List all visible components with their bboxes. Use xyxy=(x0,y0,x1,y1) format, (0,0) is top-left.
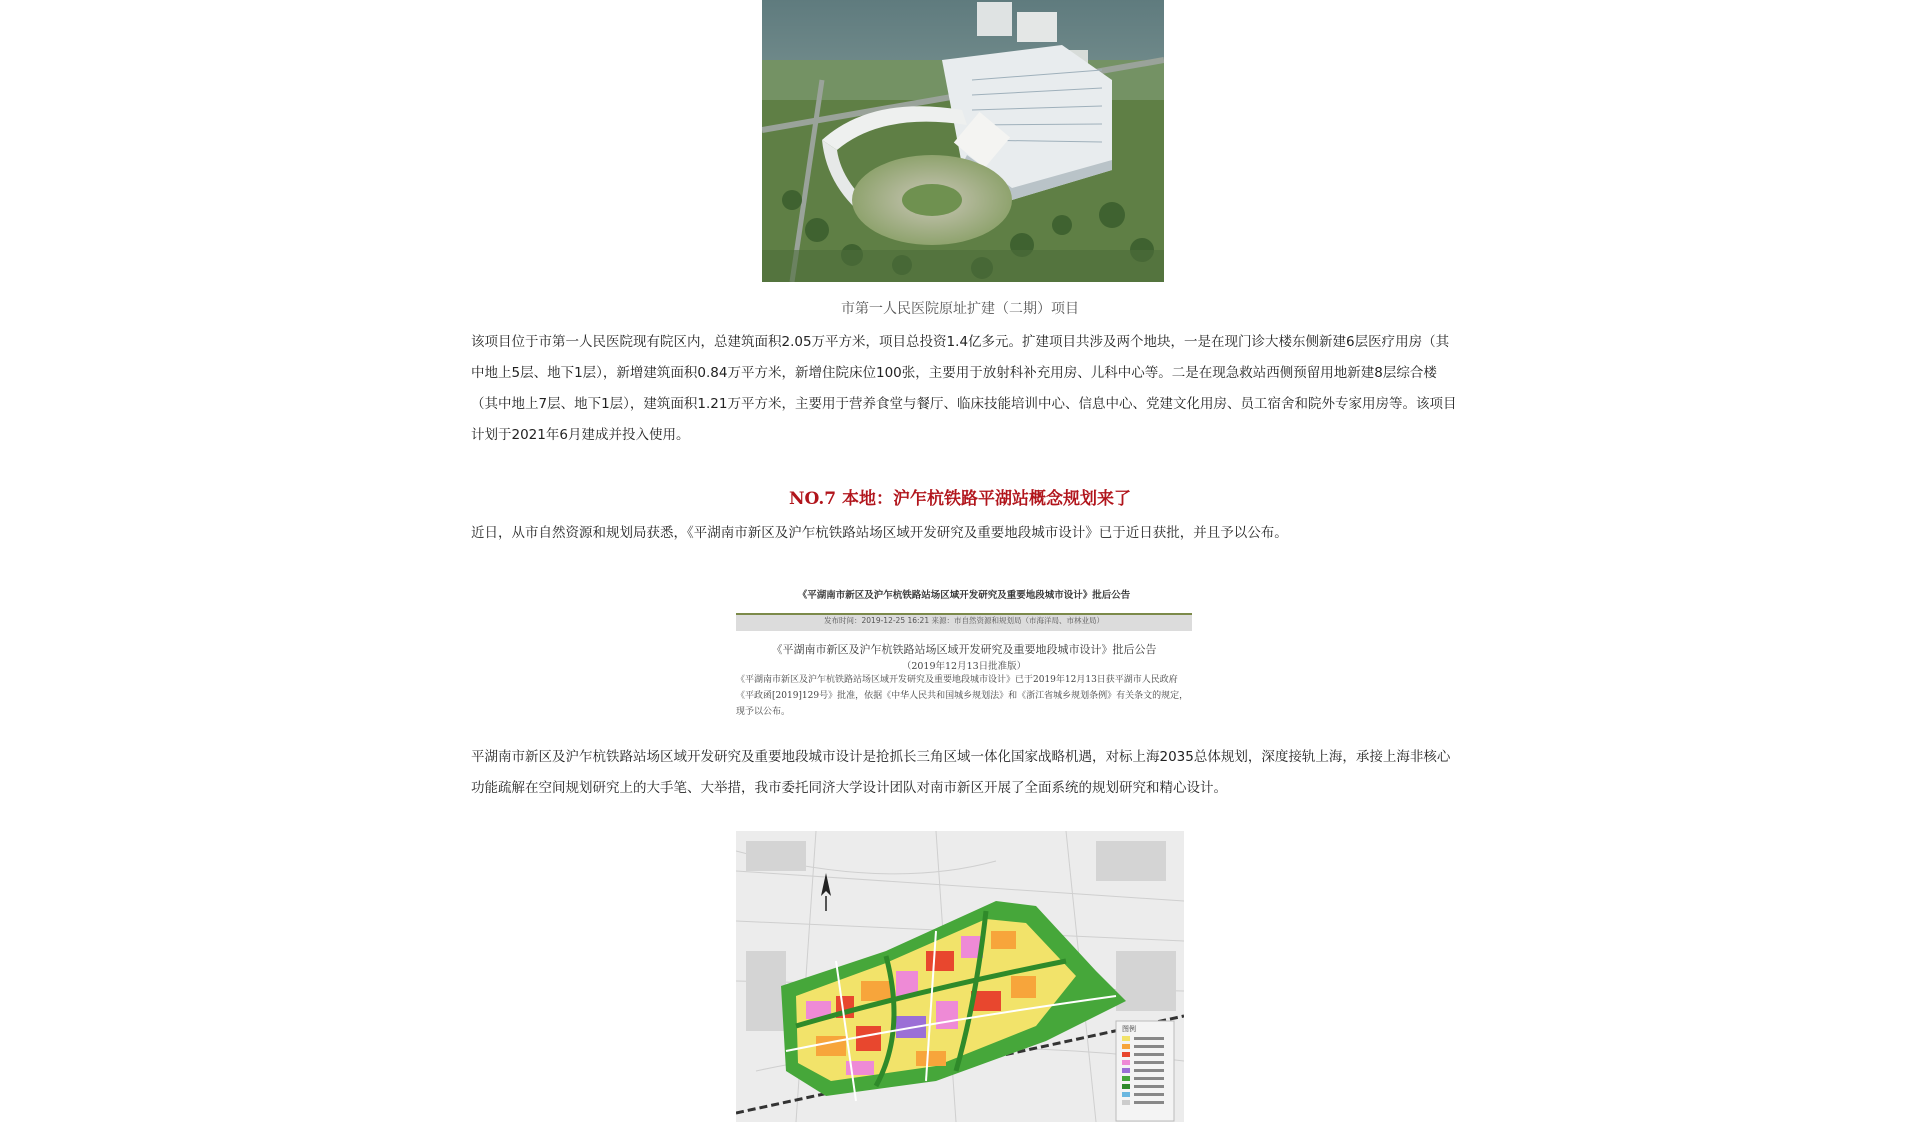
announcement-image xyxy=(736,583,1192,733)
hospital-render-image xyxy=(762,0,1164,282)
announcement-heading: 《平湖南市新区及沪乍杭铁路站场区域开发研究及重要地段城市设计》批后公告 xyxy=(771,643,1157,656)
image-caption: 市第一人民医院原址扩建（二期）项目 xyxy=(841,301,1079,317)
map-legend xyxy=(1116,1021,1174,1121)
hospital-render-drawing xyxy=(762,0,1164,282)
planning-map-drawing xyxy=(736,831,1184,1122)
section-heading-no7: NO.7 本地：沪乍杭铁路平湖站概念规划来了 xyxy=(788,489,1132,509)
paragraph-hospital: 该项目位于市第一人民医院现有院区内，总建筑面积2.05万平方米，项目总投资1.4亿多元。扩建项目共涉及两个地块，一是在现门诊大楼东侧新建6层医疗用房（其中地上5层、地下1层），新增建筑面积0.84万平方米，新增住院床位100张，主要用于放射科补充用房、儿科中心等。二是在现急救站西侧预留用地新建8层综合楼（其中地上7层、地下1层），建筑面积1.21万平方米，主要用于营养食堂与餐厅、临床技能培训中心、信息中心、党建文化用房、员工宿舍和院外专家用房等。该项目计划于2021年6月建成并投入使用。 xyxy=(471,334,1457,443)
paragraph-intro: 近日，从市自然资源和规划局获悉，《平湖南市新区及沪乍杭铁路站场区域开发研究及重要地段城市设计》已于近日获批，并且予以公布。 xyxy=(471,525,1288,541)
planning-map-image xyxy=(736,831,1184,1122)
map-legend-title: 图例 xyxy=(1122,1026,1136,1033)
paragraph-planning: 平湖南市新区及沪乍杭铁路站场区域开发研究及重要地段城市设计是抢抓长三角区域一体化国家战略机遇，对标上海2035总体规划，深度接轨上海，承接上海非核心功能疏解在空间规划研究上的大手笔、大举措，我市委托同济大学设计团队对南市新区开展了全面系统的规划研究和精心设计。 xyxy=(471,749,1451,796)
announcement-title: 《平湖南市新区及沪乍杭铁路站场区域开发研究及重要地段城市设计》批后公告 xyxy=(797,590,1131,601)
announcement-body: 《平湖南市新区及沪乍杭铁路站场区域开发研究及重要地段城市设计》已于2019年12月13日获平湖市人民政府《平政函[2019]129号》批准，依据《中华人民共和国城乡规划法》和《浙江省城乡规划条例》有关条文的规定，现予以公布。 xyxy=(736,675,1189,717)
announcement-meta: 发布时间：2019-12-25 16:21 来源：市自然资源和规划局（市海洋局、市林业局） xyxy=(824,616,1104,625)
announcement-edition: （2019年12月13日批准版） xyxy=(901,661,1027,672)
